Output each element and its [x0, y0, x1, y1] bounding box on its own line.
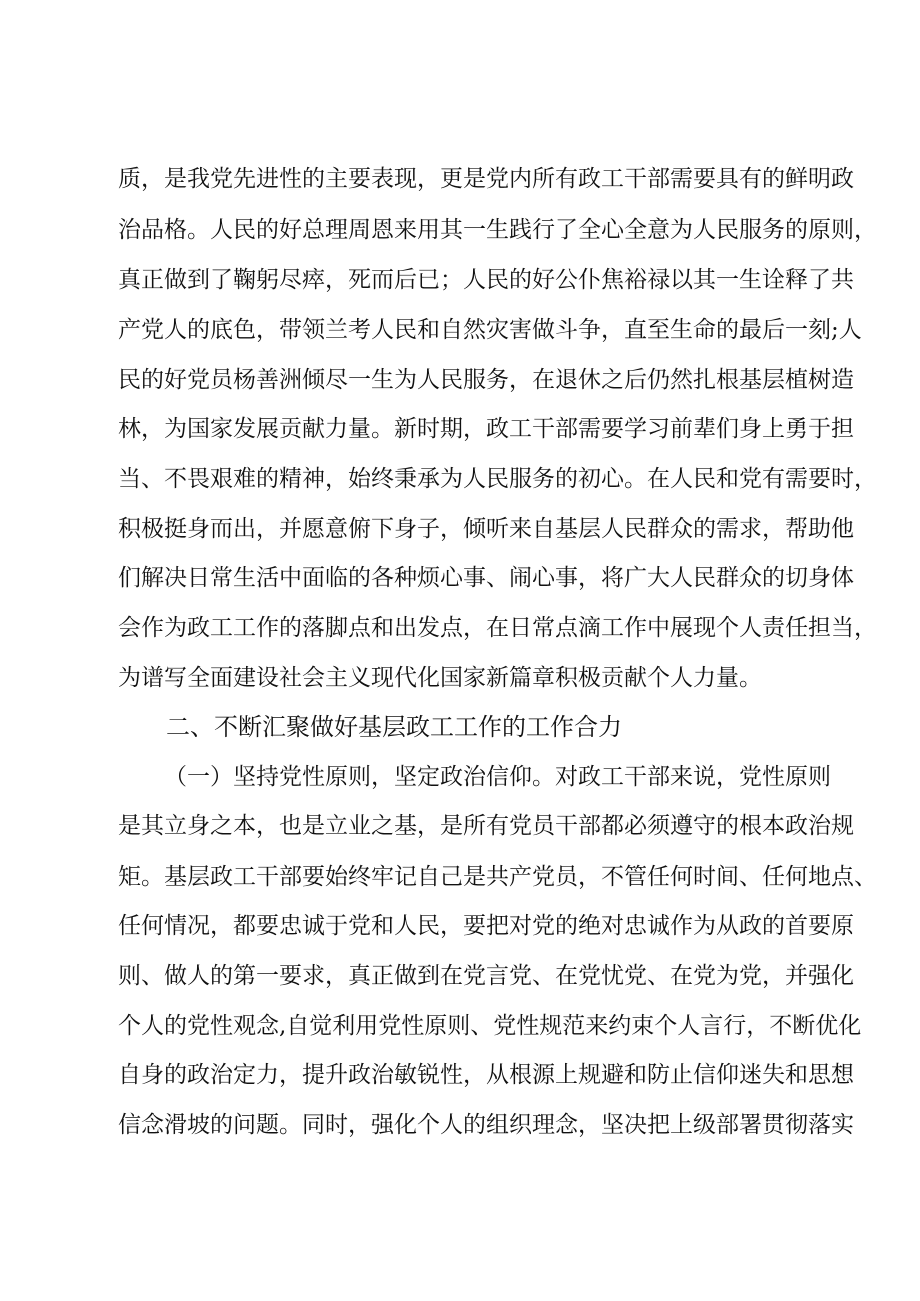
paragraph-line: 为谱写全面建设社会主义现代化国家新篇章积极贡献个人力量。: [118, 665, 762, 691]
paragraph-line: 则、做人的第一要求，真正做到在党言党、在党忧党、在党为党，并强化: [118, 963, 854, 989]
paragraph-line: （一）坚持党性原则，坚定政治信仰。对政工干部来说，党性原则: [164, 764, 831, 790]
paragraph-line: 当、不畏艰难的精神，始终秉承为人民服务的初心。在人民和党有需要时，: [118, 466, 877, 492]
paragraph-line: 质，是我党先进性的主要表现，更是党内所有政工干部需要具有的鲜明政: [118, 166, 854, 192]
paragraph-line: 治品格。人民的好总理周恩来用其一生践行了全心全意为人民服务的原则，: [118, 217, 877, 243]
paragraph-line: 个人的党性观念,自觉利用党性原则、党性规范来约束个人言行，不断优化: [118, 1013, 862, 1039]
paragraph-line: 矩。基层政工干部要始终牢记自己是共产党员，不管任何时间、任何地点、: [118, 864, 877, 890]
paragraph-line: 任何情况，都要忠诚于党和人民，要把对党的绝对忠诚作为从政的首要原: [118, 913, 854, 939]
paragraph-line: 自身的政治定力，提升政治敏锐性，从根源上规避和防止信仰迷失和思想: [118, 1062, 854, 1088]
paragraph-line: 是其立身之本，也是立业之基，是所有党员干部都必须遵守的根本政治规: [118, 813, 854, 839]
paragraph-line: 真正做到了鞠躬尽瘁，死而后已；人民的好公仆焦裕禄以其一生诠释了共: [118, 267, 854, 293]
paragraph-line: 会作为政工工作的落脚点和出发点，在日常点滴工作中展现个人责任担当，: [118, 615, 877, 641]
paragraph-line: 们解决日常生活中面临的各种烦心事、闹心事，将广大人民群众的切身体: [118, 565, 854, 591]
paragraph-line: 民的好党员杨善洲倾尽一生为人民服务，在退休之后仍然扎根基层植树造: [118, 367, 854, 393]
paragraph-line: 产党人的底色，带领兰考人民和自然灾害做斗争，直至生命的最后一刻;人: [118, 317, 862, 343]
paragraph-line: 信念滑坡的问题。同时，强化个人的组织理念，坚决把上级部署贯彻落实: [118, 1112, 854, 1138]
paragraph-line: 积极挺身而出，并愿意俯下身子，倾听来自基层人民群众的需求，帮助他: [118, 516, 854, 542]
paragraph-line: 林，为国家发展贡献力量。新时期，政工干部需要学习前辈们身上勇于担: [118, 416, 854, 442]
section-heading: 二、不断汇聚做好基层政工工作的工作合力: [166, 713, 622, 741]
